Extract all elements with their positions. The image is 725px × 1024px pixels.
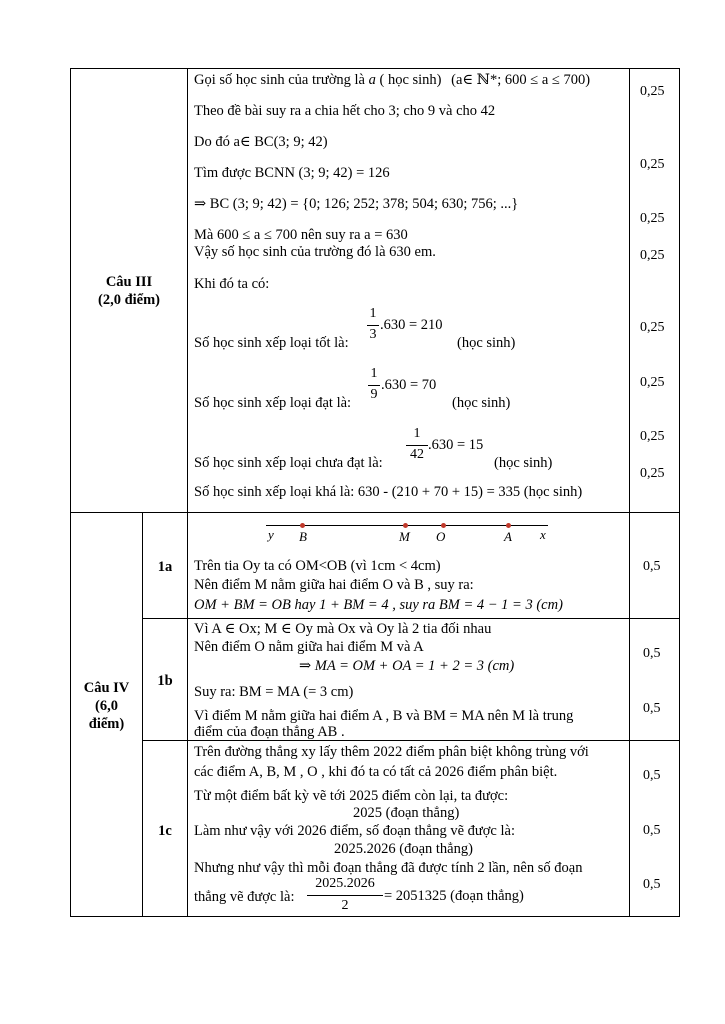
q4-1c-line1: Trên đường thẳng xy lấy thêm 2022 điểm phân biệt không trùng với bbox=[194, 744, 589, 760]
col-divider-score bbox=[629, 68, 630, 917]
q3-fail-num: 1 bbox=[413, 426, 421, 441]
point-O bbox=[441, 523, 446, 528]
q3-fail-unit: (học sinh) bbox=[494, 455, 553, 471]
q3-line1-unit: ( học sinh) bbox=[379, 72, 442, 88]
q3-score-1: 0,25 bbox=[640, 84, 665, 99]
q3-pass-expr: .630 = 70 bbox=[381, 377, 437, 393]
q4-1c-frac-num: 2025.2026 bbox=[315, 876, 375, 891]
q4-1a-label: 1a bbox=[157, 559, 173, 575]
label-x: x bbox=[540, 527, 546, 542]
q3-score-6: 0,25 bbox=[640, 375, 665, 390]
q4-1c-line6: 2025.2026 (đoạn thẳng) bbox=[334, 841, 473, 857]
col-divider-content bbox=[187, 68, 188, 917]
line-diagram bbox=[188, 513, 629, 545]
q3-fail-text: Số học sinh xếp loại chưa đạt là: bbox=[194, 455, 383, 471]
q3-pass-unit: (học sinh) bbox=[452, 395, 511, 411]
q3-fail-bar bbox=[406, 445, 428, 446]
q3-points: (2,0 điểm) bbox=[97, 292, 160, 308]
q3-score-3: 0,25 bbox=[640, 211, 665, 226]
q4-1b-line2: Nên điểm O nằm giữa hai điểm M và A bbox=[194, 639, 424, 655]
label-M: M bbox=[399, 529, 410, 544]
table-border-right bbox=[679, 68, 680, 917]
q3-line5: ⇒ BC (3; 9; 42) = {0; 126; 252; 378; 504; 630; 756; ...} bbox=[194, 196, 519, 212]
q3-line4: Tìm được BCNN (3; 9; 42) = 126 bbox=[194, 165, 390, 181]
q4-1a-score: 0,5 bbox=[643, 559, 661, 574]
q4-1c-score-1: 0,5 bbox=[643, 768, 661, 783]
q4-1c-line8: thẳng vẽ được là: bbox=[194, 889, 295, 905]
q3-good-unit: (học sinh) bbox=[457, 335, 516, 351]
label-B: B bbox=[299, 529, 307, 544]
q4-1c-line5: Làm như vậy với 2026 điểm, số đoạn thẳng vẽ được là: bbox=[194, 823, 515, 839]
label-A: A bbox=[504, 529, 512, 544]
q3-pass-bar bbox=[368, 385, 380, 386]
q4-1b-score-2: 0,5 bbox=[643, 701, 661, 716]
q3-line1-var: a bbox=[368, 72, 376, 88]
q4-1b-line6: điểm của đoạn thẳng AB . bbox=[194, 724, 345, 740]
q4-1c-line2: các điểm A, B, M , O , khi đó ta có tất cả 2026 điểm phân biệt. bbox=[194, 764, 558, 780]
q4-label: Câu IV bbox=[83, 680, 130, 696]
q4-points-2: điểm) bbox=[88, 716, 125, 732]
q4-points-1: (6,0 bbox=[95, 698, 118, 714]
q4-1b-label: 1b bbox=[157, 673, 173, 689]
q3-score-4: 0,25 bbox=[640, 248, 665, 263]
label-O: O bbox=[436, 529, 446, 544]
q3-score-2: 0,25 bbox=[640, 157, 665, 172]
q3-score-8: 0,25 bbox=[640, 466, 665, 481]
q4-1b-line5: Vì điểm M nằm giữa hai điểm A , B và BM = MA nên M là trung bbox=[194, 708, 574, 724]
q3-good-bar bbox=[367, 325, 379, 326]
q3-good-den: 3 bbox=[369, 327, 377, 342]
q4-1c-frac-expr: = 2051325 (đoạn thẳng) bbox=[384, 888, 524, 904]
q3-line-last: Số học sinh xếp loại khá là: 630 - (210 + 70 + 15) = 335 (học sinh) bbox=[194, 484, 583, 500]
q3-fail-den: 42 bbox=[410, 447, 424, 462]
q3-good-text: Số học sinh xếp loại tốt là: bbox=[194, 335, 349, 351]
table-border-bottom bbox=[70, 916, 680, 917]
q3-line3: Do đó a∈ BC(3; 9; 42) bbox=[194, 134, 328, 150]
point-A bbox=[506, 523, 511, 528]
q4-1a-line3: OM + BM = OB hay 1 + BM = 4 , suy ra BM = 4 − 1 = 3 (cm) bbox=[194, 597, 563, 613]
q4-1c-line4: 2025 (đoạn thẳng) bbox=[353, 805, 460, 821]
q3-line8: Khi đó ta có: bbox=[194, 276, 270, 292]
q4-1b-line1: Vì A ∈ Ox; M ∈ Oy mà Ox và Oy là 2 tia đối nhau bbox=[194, 621, 492, 637]
q3-label: Câu III bbox=[105, 274, 153, 290]
q4-1c-label: 1c bbox=[158, 823, 172, 839]
q3-fail-expr: .630 = 15 bbox=[428, 437, 484, 453]
q3-pass-num: 1 bbox=[370, 366, 378, 381]
q4-1b-line3: ⇒ MA = OM + OA = 1 + 2 = 3 (cm) bbox=[299, 658, 515, 674]
q3-good-expr: .630 = 210 bbox=[380, 317, 443, 333]
q3-line1 bbox=[194, 72, 590, 89]
q3-score-7: 0,25 bbox=[640, 429, 665, 444]
q3-line7: Vậy số học sinh của trường đó là 630 em. bbox=[194, 244, 436, 260]
table-border-top bbox=[70, 68, 680, 69]
q3-line1-text: Gọi số học sinh của trường là bbox=[194, 72, 365, 88]
q4-1c-score-2: 0,5 bbox=[643, 823, 661, 838]
q4-1c-frac-bar bbox=[307, 895, 383, 896]
point-M bbox=[403, 523, 408, 528]
q4-1b-score-1: 0,5 bbox=[643, 646, 661, 661]
q4-1a-line1: Trên tia Oy ta có OM<OB (vì 1cm < 4cm) bbox=[194, 558, 441, 574]
q3-pass-text: Số học sinh xếp loại đạt là: bbox=[194, 395, 352, 411]
q3-line2: Theo đề bài suy ra a chia hết cho 3; cho 9 và cho 42 bbox=[194, 103, 496, 119]
q3-score-5: 0,25 bbox=[640, 320, 665, 335]
q3-good-num: 1 bbox=[369, 306, 377, 321]
q3-pass-den: 9 bbox=[370, 387, 378, 402]
point-B bbox=[300, 523, 305, 528]
table-border-left bbox=[70, 68, 71, 917]
q4-1c-score-3: 0,5 bbox=[643, 877, 661, 892]
q4-1c-frac-den: 2 bbox=[341, 898, 349, 913]
row-divider-1a bbox=[142, 618, 680, 619]
q4-1a-line2: Nên điểm M nằm giữa hai điểm O và B , suy ra: bbox=[194, 577, 474, 593]
q4-1c-line7: Nhưng như vậy thì mỗi đoạn thẳng đã được tính 2 lần, nên số đoạn bbox=[194, 860, 583, 876]
q4-1b-line4: Suy ra: BM = MA (= 3 cm) bbox=[194, 684, 354, 700]
label-y: y bbox=[268, 527, 274, 542]
q3-line1-condition: (a∈ ℕ*; 600 ≤ a ≤ 700) bbox=[451, 72, 591, 88]
q4-1c-line3: Từ một điểm bất kỳ vẽ tới 2025 điểm còn lại, ta được: bbox=[194, 788, 509, 804]
q3-line6: Mà 600 ≤ a ≤ 700 nên suy ra a = 630 bbox=[194, 227, 408, 243]
